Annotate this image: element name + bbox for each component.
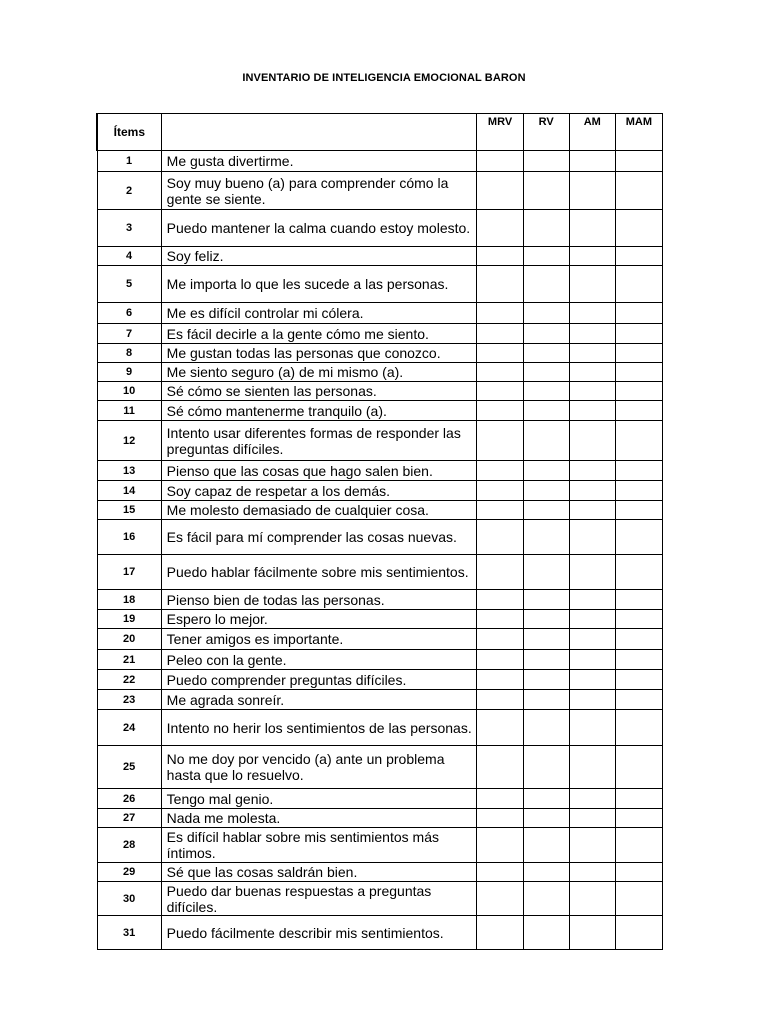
answer-cell-mam[interactable] bbox=[615, 746, 662, 789]
answer-cell-mam[interactable] bbox=[615, 629, 662, 650]
answer-cell-am[interactable] bbox=[569, 590, 615, 610]
answer-cell-mam[interactable] bbox=[615, 610, 662, 629]
answer-cell-mam[interactable] bbox=[615, 520, 662, 555]
table-row bbox=[97, 481, 663, 501]
item-statement: Sé cómo se sienten las personas. bbox=[161, 382, 477, 401]
answer-cell-mrv[interactable] bbox=[477, 421, 523, 461]
table-row bbox=[97, 555, 663, 590]
answer-cell-rv[interactable] bbox=[523, 344, 569, 363]
answer-cell-am[interactable] bbox=[569, 382, 615, 401]
item-statement: Me importa lo que les sucede a las personas. bbox=[161, 266, 477, 303]
table-row bbox=[97, 863, 663, 882]
answer-cell-am[interactable] bbox=[569, 501, 615, 520]
item-statement: Puedo dar buenas respuestas a preguntas difíciles. bbox=[161, 882, 477, 916]
table-row bbox=[97, 828, 663, 863]
answer-cell-mam[interactable] bbox=[615, 266, 662, 303]
answer-cell-mam[interactable] bbox=[615, 555, 662, 590]
answer-cell-mrv[interactable] bbox=[477, 151, 523, 172]
item-number: 12 bbox=[97, 421, 161, 461]
answer-cell-mam[interactable] bbox=[615, 172, 662, 210]
answer-cell-mrv[interactable] bbox=[477, 401, 523, 421]
answer-cell-rv[interactable] bbox=[523, 590, 569, 610]
item-number: 3 bbox=[97, 210, 161, 247]
answer-cell-am[interactable] bbox=[569, 266, 615, 303]
answer-cell-mam[interactable] bbox=[615, 344, 662, 363]
option-header-mrv: MRV bbox=[477, 114, 523, 151]
answer-cell-mrv[interactable] bbox=[477, 382, 523, 401]
item-number: 20 bbox=[97, 629, 161, 650]
table-row bbox=[97, 590, 663, 610]
answer-cell-am[interactable] bbox=[569, 363, 615, 382]
item-statement: Pienso que las cosas que hago salen bien. bbox=[161, 461, 477, 481]
items-header: Ítems bbox=[97, 114, 161, 151]
table-row bbox=[97, 882, 663, 916]
item-statement: Intento usar diferentes formas de responder las preguntas difíciles. bbox=[161, 421, 477, 461]
table-row bbox=[97, 363, 663, 382]
answer-cell-rv[interactable] bbox=[523, 401, 569, 421]
answer-cell-rv[interactable] bbox=[523, 789, 569, 809]
answer-cell-mrv[interactable] bbox=[477, 303, 523, 324]
answer-cell-mrv[interactable] bbox=[477, 481, 523, 501]
item-number: 23 bbox=[97, 690, 161, 710]
item-statement: Soy feliz. bbox=[161, 247, 477, 266]
answer-cell-mam[interactable] bbox=[615, 382, 662, 401]
table-row bbox=[97, 610, 663, 629]
answer-cell-mrv[interactable] bbox=[477, 789, 523, 809]
item-statement: Espero lo mejor. bbox=[161, 610, 477, 629]
item-statement: Tener amigos es importante. bbox=[161, 629, 477, 650]
item-statement: Es fácil para mí comprender las cosas nuevas. bbox=[161, 520, 477, 555]
item-number: 8 bbox=[97, 344, 161, 363]
answer-cell-rv[interactable] bbox=[523, 520, 569, 555]
table-row bbox=[97, 690, 663, 710]
answer-cell-am[interactable] bbox=[569, 461, 615, 481]
item-number: 19 bbox=[97, 610, 161, 629]
item-number: 11 bbox=[97, 401, 161, 421]
answer-cell-rv[interactable] bbox=[523, 247, 569, 266]
table-row bbox=[97, 789, 663, 809]
answer-cell-am[interactable] bbox=[569, 809, 615, 828]
item-statement: Me siento seguro (a) de mi mismo (a). bbox=[161, 363, 477, 382]
answer-cell-am[interactable] bbox=[569, 172, 615, 210]
answer-cell-mam[interactable] bbox=[615, 809, 662, 828]
item-number: 22 bbox=[97, 670, 161, 690]
answer-cell-am[interactable] bbox=[569, 882, 615, 916]
table-row bbox=[97, 670, 663, 690]
answer-cell-mrv[interactable] bbox=[477, 863, 523, 882]
answer-cell-am[interactable] bbox=[569, 710, 615, 746]
answer-cell-rv[interactable] bbox=[523, 501, 569, 520]
item-statement: Puedo mantener la calma cuando estoy molesto. bbox=[161, 210, 477, 247]
answer-cell-am[interactable] bbox=[569, 421, 615, 461]
item-number: 2 bbox=[97, 172, 161, 210]
answer-cell-am[interactable] bbox=[569, 210, 615, 247]
answer-cell-am[interactable] bbox=[569, 344, 615, 363]
answer-cell-rv[interactable] bbox=[523, 610, 569, 629]
answer-cell-am[interactable] bbox=[569, 746, 615, 789]
answer-cell-rv[interactable] bbox=[523, 916, 569, 950]
answer-cell-mam[interactable] bbox=[615, 590, 662, 610]
table-row bbox=[97, 520, 663, 555]
item-statement: Intento no herir los sentimientos de las personas. bbox=[161, 710, 477, 746]
answer-cell-mam[interactable] bbox=[615, 324, 662, 344]
table-row bbox=[97, 461, 663, 481]
answer-cell-rv[interactable] bbox=[523, 210, 569, 247]
answer-cell-rv[interactable] bbox=[523, 650, 569, 670]
answer-cell-mam[interactable] bbox=[615, 461, 662, 481]
answer-cell-am[interactable] bbox=[569, 303, 615, 324]
answer-cell-am[interactable] bbox=[569, 555, 615, 590]
answer-cell-mrv[interactable] bbox=[477, 324, 523, 344]
answer-cell-rv[interactable] bbox=[523, 670, 569, 690]
answer-cell-am[interactable] bbox=[569, 629, 615, 650]
item-statement: Me molesto demasiado de cualquier cosa. bbox=[161, 501, 477, 520]
item-statement: Es fácil decirle a la gente cómo me siento. bbox=[161, 324, 477, 344]
answer-cell-am[interactable] bbox=[569, 610, 615, 629]
item-number: 18 bbox=[97, 590, 161, 610]
answer-cell-am[interactable] bbox=[569, 670, 615, 690]
item-statement: Soy muy bueno (a) para comprender cómo la gente se siente. bbox=[161, 172, 477, 210]
answer-cell-mrv[interactable] bbox=[477, 555, 523, 590]
answer-cell-rv[interactable] bbox=[523, 882, 569, 916]
item-number: 21 bbox=[97, 650, 161, 670]
item-number: 26 bbox=[97, 789, 161, 809]
item-number: 4 bbox=[97, 247, 161, 266]
option-header-am: AM bbox=[569, 114, 615, 151]
answer-cell-rv[interactable] bbox=[523, 324, 569, 344]
item-statement: Sé que las cosas saldrán bien. bbox=[161, 863, 477, 882]
answer-cell-am[interactable] bbox=[569, 789, 615, 809]
item-number: 30 bbox=[97, 882, 161, 916]
answer-cell-rv[interactable] bbox=[523, 266, 569, 303]
item-statement: Puedo comprender preguntas difíciles. bbox=[161, 670, 477, 690]
answer-cell-mrv[interactable] bbox=[477, 670, 523, 690]
answer-cell-mam[interactable] bbox=[615, 210, 662, 247]
table-row bbox=[97, 421, 663, 461]
answer-cell-rv[interactable] bbox=[523, 746, 569, 789]
item-statement: Me gusta divertirme. bbox=[161, 151, 477, 172]
answer-cell-mam[interactable] bbox=[615, 247, 662, 266]
answer-cell-mam[interactable] bbox=[615, 670, 662, 690]
answer-cell-mrv[interactable] bbox=[477, 809, 523, 828]
item-statement: Me agrada sonreír. bbox=[161, 690, 477, 710]
answer-cell-mam[interactable] bbox=[615, 501, 662, 520]
table-row bbox=[97, 172, 663, 210]
answer-cell-mrv[interactable] bbox=[477, 501, 523, 520]
item-number: 13 bbox=[97, 461, 161, 481]
answer-cell-mam[interactable] bbox=[615, 710, 662, 746]
answer-cell-am[interactable] bbox=[569, 828, 615, 863]
table-row bbox=[97, 916, 663, 950]
item-statement: Nada me molesta. bbox=[161, 809, 477, 828]
item-statement: Me gustan todas las personas que conozco. bbox=[161, 344, 477, 363]
answer-cell-am[interactable] bbox=[569, 863, 615, 882]
table-row bbox=[97, 650, 663, 670]
item-number: 29 bbox=[97, 863, 161, 882]
answer-cell-mam[interactable] bbox=[615, 882, 662, 916]
item-number: 7 bbox=[97, 324, 161, 344]
answer-cell-mrv[interactable] bbox=[477, 828, 523, 863]
table-row bbox=[97, 629, 663, 650]
answer-cell-rv[interactable] bbox=[523, 363, 569, 382]
item-statement: Puedo fácilmente describir mis sentimientos. bbox=[161, 916, 477, 950]
answer-cell-mam[interactable] bbox=[615, 401, 662, 421]
table-row bbox=[97, 303, 663, 324]
item-number: 28 bbox=[97, 828, 161, 863]
answer-cell-rv[interactable] bbox=[523, 172, 569, 210]
answer-cell-mrv[interactable] bbox=[477, 746, 523, 789]
item-statement: No me doy por vencido (a) ante un problema hasta que lo resuelvo. bbox=[161, 746, 477, 789]
answer-cell-mrv[interactable] bbox=[477, 247, 523, 266]
statement-header bbox=[161, 114, 477, 151]
document-title: INVENTARIO DE INTELIGENCIA EMOCIONAL BARON bbox=[242, 72, 526, 84]
item-number: 25 bbox=[97, 746, 161, 789]
answer-cell-mrv[interactable] bbox=[477, 363, 523, 382]
item-number: 31 bbox=[97, 916, 161, 950]
answer-cell-am[interactable] bbox=[569, 520, 615, 555]
answer-cell-am[interactable] bbox=[569, 916, 615, 950]
answer-cell-mrv[interactable] bbox=[477, 629, 523, 650]
item-number: 27 bbox=[97, 809, 161, 828]
answer-cell-mam[interactable] bbox=[615, 151, 662, 172]
table-row bbox=[97, 809, 663, 828]
answer-cell-mrv[interactable] bbox=[477, 916, 523, 950]
inventory-table bbox=[96, 113, 663, 950]
answer-cell-am[interactable] bbox=[569, 324, 615, 344]
table-row bbox=[97, 344, 663, 363]
table-row bbox=[97, 247, 663, 266]
option-header-mam: MAM bbox=[615, 114, 662, 151]
item-number: 17 bbox=[97, 555, 161, 590]
item-number: 1 bbox=[97, 151, 161, 172]
answer-cell-mrv[interactable] bbox=[477, 650, 523, 670]
answer-cell-mam[interactable] bbox=[615, 303, 662, 324]
item-statement: Es difícil hablar sobre mis sentimientos más íntimos. bbox=[161, 828, 477, 863]
answer-cell-rv[interactable] bbox=[523, 481, 569, 501]
answer-cell-mrv[interactable] bbox=[477, 520, 523, 555]
item-number: 14 bbox=[97, 481, 161, 501]
answer-cell-mrv[interactable] bbox=[477, 266, 523, 303]
item-number: 15 bbox=[97, 501, 161, 520]
header-row bbox=[97, 114, 663, 151]
answer-cell-rv[interactable] bbox=[523, 629, 569, 650]
answer-cell-am[interactable] bbox=[569, 481, 615, 501]
item-statement: Soy capaz de respetar a los demás. bbox=[161, 481, 477, 501]
answer-cell-mam[interactable] bbox=[615, 421, 662, 461]
answer-cell-rv[interactable] bbox=[523, 421, 569, 461]
answer-cell-mrv[interactable] bbox=[477, 461, 523, 481]
answer-cell-mrv[interactable] bbox=[477, 344, 523, 363]
answer-cell-rv[interactable] bbox=[523, 863, 569, 882]
table-row bbox=[97, 382, 663, 401]
item-statement: Sé cómo mantenerme tranquilo (a). bbox=[161, 401, 477, 421]
answer-cell-mam[interactable] bbox=[615, 863, 662, 882]
table-row bbox=[97, 501, 663, 520]
table-row bbox=[97, 710, 663, 746]
item-statement: Puedo hablar fácilmente sobre mis sentimientos. bbox=[161, 555, 477, 590]
answer-cell-rv[interactable] bbox=[523, 303, 569, 324]
item-statement: Pienso bien de todas las personas. bbox=[161, 590, 477, 610]
item-statement: Peleo con la gente. bbox=[161, 650, 477, 670]
table-row bbox=[97, 266, 663, 303]
answer-cell-mrv[interactable] bbox=[477, 210, 523, 247]
table-row bbox=[97, 746, 663, 789]
answer-cell-am[interactable] bbox=[569, 690, 615, 710]
item-number: 6 bbox=[97, 303, 161, 324]
answer-cell-mam[interactable] bbox=[615, 828, 662, 863]
answer-cell-am[interactable] bbox=[569, 151, 615, 172]
item-number: 16 bbox=[97, 520, 161, 555]
answer-cell-mrv[interactable] bbox=[477, 590, 523, 610]
answer-cell-mam[interactable] bbox=[615, 789, 662, 809]
answer-cell-mam[interactable] bbox=[615, 916, 662, 950]
option-header-rv: RV bbox=[523, 114, 569, 151]
answer-cell-mrv[interactable] bbox=[477, 690, 523, 710]
answer-cell-rv[interactable] bbox=[523, 690, 569, 710]
answer-cell-mam[interactable] bbox=[615, 481, 662, 501]
answer-cell-am[interactable] bbox=[569, 650, 615, 670]
answer-cell-mrv[interactable] bbox=[477, 710, 523, 746]
answer-cell-rv[interactable] bbox=[523, 828, 569, 863]
answer-cell-mam[interactable] bbox=[615, 363, 662, 382]
answer-cell-mrv[interactable] bbox=[477, 882, 523, 916]
table-row bbox=[97, 210, 663, 247]
answer-cell-mrv[interactable] bbox=[477, 172, 523, 210]
answer-cell-rv[interactable] bbox=[523, 710, 569, 746]
item-statement: Me es difícil controlar mi cólera. bbox=[161, 303, 477, 324]
item-number: 24 bbox=[97, 710, 161, 746]
answer-cell-am[interactable] bbox=[569, 247, 615, 266]
answer-cell-rv[interactable] bbox=[523, 382, 569, 401]
answer-cell-rv[interactable] bbox=[523, 555, 569, 590]
table-row bbox=[97, 401, 663, 421]
table-row bbox=[97, 151, 663, 172]
answer-cell-rv[interactable] bbox=[523, 809, 569, 828]
item-number: 9 bbox=[97, 363, 161, 382]
answer-cell-am[interactable] bbox=[569, 401, 615, 421]
answer-cell-rv[interactable] bbox=[523, 461, 569, 481]
answer-cell-mrv[interactable] bbox=[477, 610, 523, 629]
item-number: 10 bbox=[97, 382, 161, 401]
answer-cell-rv[interactable] bbox=[523, 151, 569, 172]
answer-cell-mam[interactable] bbox=[615, 690, 662, 710]
item-number: 5 bbox=[97, 266, 161, 303]
table-row bbox=[97, 324, 663, 344]
item-statement: Tengo mal genio. bbox=[161, 789, 477, 809]
answer-cell-mam[interactable] bbox=[615, 650, 662, 670]
